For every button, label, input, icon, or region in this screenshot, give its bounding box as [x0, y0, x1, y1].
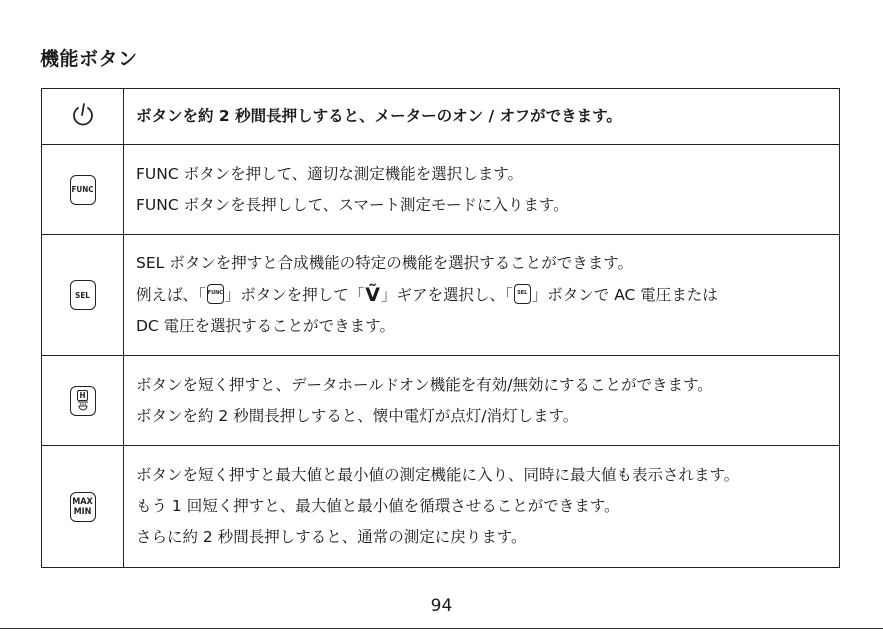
page-number: 94	[430, 596, 453, 616]
description-line-inline-icons	[136, 279, 831, 311]
description-cell	[124, 235, 840, 356]
max-label: MAX	[72, 497, 93, 507]
icon-cell	[42, 235, 124, 356]
text-fragment: 例えば、「	[136, 286, 206, 304]
description-cell	[124, 145, 840, 235]
table-row	[42, 446, 840, 568]
func-button-icon: FUNC	[70, 175, 96, 205]
text-fragment: 」ボタンを押して「	[224, 286, 365, 304]
description-line: ボタンを約 2 秒間長押しすると、懐中電灯が点灯/消灯します。	[136, 406, 579, 425]
power-icon	[71, 102, 95, 128]
description-line: さらに約 2 秒間長押しすると、通常の測定に戻ります。	[136, 528, 527, 546]
description-line: ボタンを約 2 秒間長押しすると、メーターのオン / オフができます。	[136, 107, 622, 125]
min-label: MIN	[73, 507, 92, 517]
table-row	[42, 235, 840, 356]
sel-button-icon: SEL	[70, 280, 96, 310]
text-fragment: 」ギアを選択し、「	[381, 286, 513, 304]
description-line: ボタンを短く押すと最大値と最小値の測定機能に入り、同時に最大値も表示されます。	[136, 466, 740, 484]
description-line: ボタンを短く押すと、データホールドオン機能を有効/無効にすることができます。	[136, 375, 713, 394]
hold-light-button-icon	[70, 386, 96, 416]
icon-cell	[42, 356, 124, 446]
flashlight-icon	[76, 401, 90, 411]
function-button-table	[41, 88, 840, 568]
func-button-inline-icon: FUNC	[207, 284, 224, 304]
description-line: DC 電圧を選択することができます。	[136, 317, 395, 335]
text-fragment: 」ボタンで AC 電圧または	[531, 286, 718, 304]
description-line: FUNC ボタンを長押しして、スマート測定モードに入ります。	[136, 195, 569, 214]
description-cell	[124, 446, 840, 568]
icon-cell	[42, 89, 124, 145]
description-line: FUNC ボタンを押して、適切な測定機能を選択します。	[136, 164, 524, 183]
description-cell	[124, 356, 840, 446]
table-row	[42, 356, 840, 446]
description-cell	[124, 89, 840, 145]
icon-cell	[42, 446, 124, 568]
max-min-button-icon	[70, 492, 96, 522]
sel-button-inline-icon: SEL	[514, 284, 531, 304]
description-line: もう 1 回短く押すと、最大値と最小値を循環させることができます。	[136, 497, 620, 515]
hold-letter: H	[77, 390, 88, 401]
bottom-divider	[0, 628, 883, 629]
ac-voltage-symbol-icon: Ṽ	[365, 284, 380, 306]
table-row	[42, 145, 840, 235]
page-title: 機能ボタン	[40, 48, 138, 70]
icon-cell	[42, 145, 124, 235]
table-row	[42, 89, 840, 145]
description-line: SEL ボタンを押すと合成機能の特定の機能を選択することができます。	[136, 254, 633, 272]
